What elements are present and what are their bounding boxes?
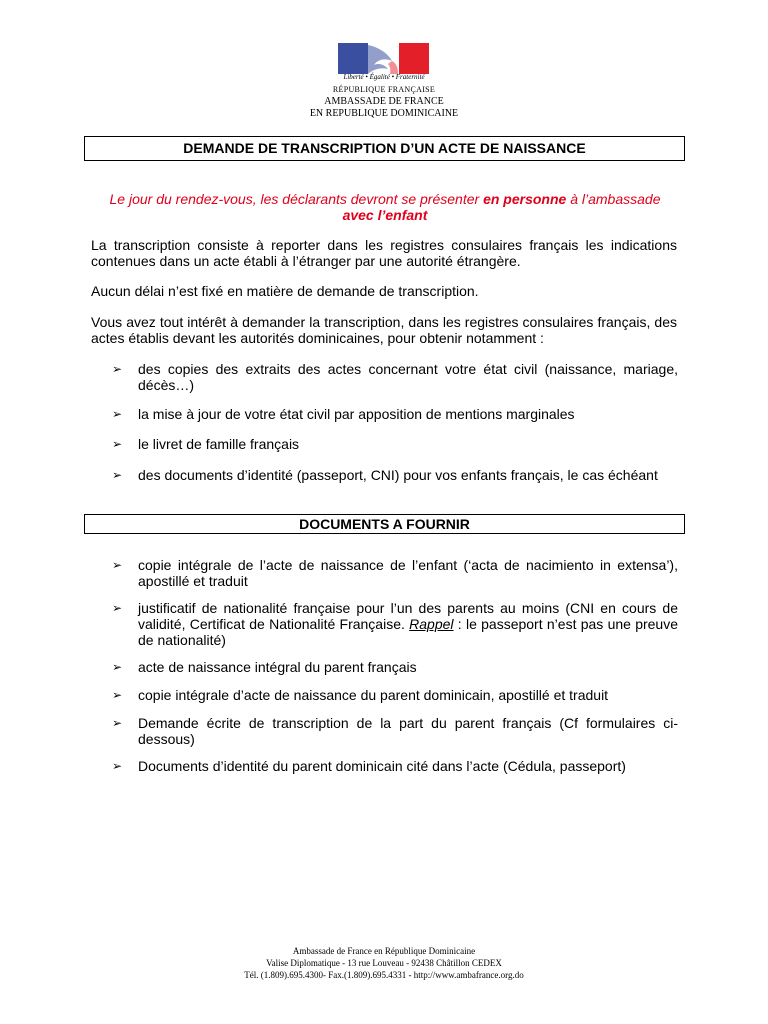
arrow-bullet-icon: ➢ <box>112 601 123 615</box>
arrow-bullet-icon: ➢ <box>112 716 123 730</box>
documents-section-title: DOCUMENTS A FOURNIR <box>84 514 685 534</box>
list-item-text: copie intégrale d’acte de naissance du parent dominicain, apostillé et traduit <box>138 687 609 703</box>
list-item <box>112 659 678 675</box>
arrow-bullet-icon: ➢ <box>112 468 123 482</box>
list-item-text: des copies des extraits des actes concernant votre état civil (naissance, mariage, décès…) <box>138 361 678 393</box>
notice-emphasis-2: avec l’enfant <box>342 207 428 223</box>
footer-line-3: Tél. (1.809).695.4300- Fax.(1.809).695.4331 - http://www.ambafrance.org.do <box>244 970 524 980</box>
notice-emphasis-1: en personne <box>483 191 567 207</box>
list-item <box>112 687 678 703</box>
list-item-text: des documents d’identité (passeport, CNI) pour vos enfants français, le cas échéant <box>138 467 658 483</box>
motto: Liberté • Égalité • Fraternité <box>343 73 425 81</box>
list-item-text: le livret de famille français <box>138 436 300 452</box>
footer-line-1: Ambassade de France en République Dominicaine <box>292 946 476 956</box>
rappel-label: Rappel <box>409 616 454 632</box>
arrow-bullet-icon: ➢ <box>112 759 123 773</box>
paragraph-benefits-intro: Vous avez tout intérêt à demander la transcription, dans les registres consulaires français, des actes établis devant les autorités dominicaines, pour obtenir notamment : <box>91 314 677 346</box>
list-item-text: Demande écrite de transcription de la part du parent français (Cf formulaires ci-dessous) <box>138 715 678 747</box>
appointment-notice <box>92 191 678 223</box>
list-item-text: la mise à jour de votre état civil par apposition de mentions marginales <box>138 406 575 422</box>
list-item <box>112 557 678 589</box>
list-item-text: justificatif de nationalité française pour l’un des parents au moins (CNI en cours de validité, Certificat de Nationalité Française. <box>138 600 678 632</box>
list-item <box>112 467 678 483</box>
page-footer <box>200 945 568 981</box>
list-item-text: Documents d’identité du parent dominicain cité dans l’acte (Cédula, passeport) <box>138 758 626 774</box>
list-item <box>112 715 678 747</box>
embassy-line-2: EN REPUBLIQUE DOMINICAINE <box>309 108 459 119</box>
list-item-text-cont: : le passeport n’est pas une preuve de nationalité) <box>138 616 679 648</box>
list-item-text: acte de naissance intégral du parent français <box>138 659 417 675</box>
footer-line-2: Valise Diplomatique - 13 rue Louveau - 92438 Châtillon CEDEX <box>266 958 502 968</box>
arrow-bullet-icon: ➢ <box>112 688 123 702</box>
list-item <box>112 406 678 422</box>
notice-text-1: Le jour du rendez-vous, les déclarants devront se présenter <box>109 191 484 207</box>
document-title: DEMANDE DE TRANSCRIPTION D’UN ACTE DE NAISSANCE <box>84 136 685 161</box>
list-item-text: copie intégrale de l’acte de naissance de l’enfant (‘acta de nacimiento in extensa’), apostillé et traduit <box>138 557 678 589</box>
notice-text-2: à l’ambassade <box>566 191 661 207</box>
list-item <box>112 436 678 452</box>
arrow-bullet-icon: ➢ <box>112 437 123 451</box>
arrow-bullet-icon: ➢ <box>112 407 123 421</box>
arrow-bullet-icon: ➢ <box>112 660 123 674</box>
marianne-logo <box>338 43 429 74</box>
arrow-bullet-icon: ➢ <box>112 362 123 376</box>
list-item <box>112 361 678 393</box>
republic-label: RÉPUBLIQUE FRANÇAISE <box>332 85 436 94</box>
arrow-bullet-icon: ➢ <box>112 558 123 572</box>
list-item <box>112 600 678 648</box>
paragraph-definition: La transcription consiste à reporter dans les registres consulaires français les indications contenues dans un acte établi à l’étranger par une autorité étrangère. <box>91 237 677 269</box>
embassy-header <box>284 84 484 120</box>
embassy-line-1: AMBASSADE DE FRANCE <box>324 96 444 107</box>
paragraph-deadline: Aucun délai n’est fixé en matière de demande de transcription. <box>91 283 479 299</box>
list-item <box>112 758 678 774</box>
